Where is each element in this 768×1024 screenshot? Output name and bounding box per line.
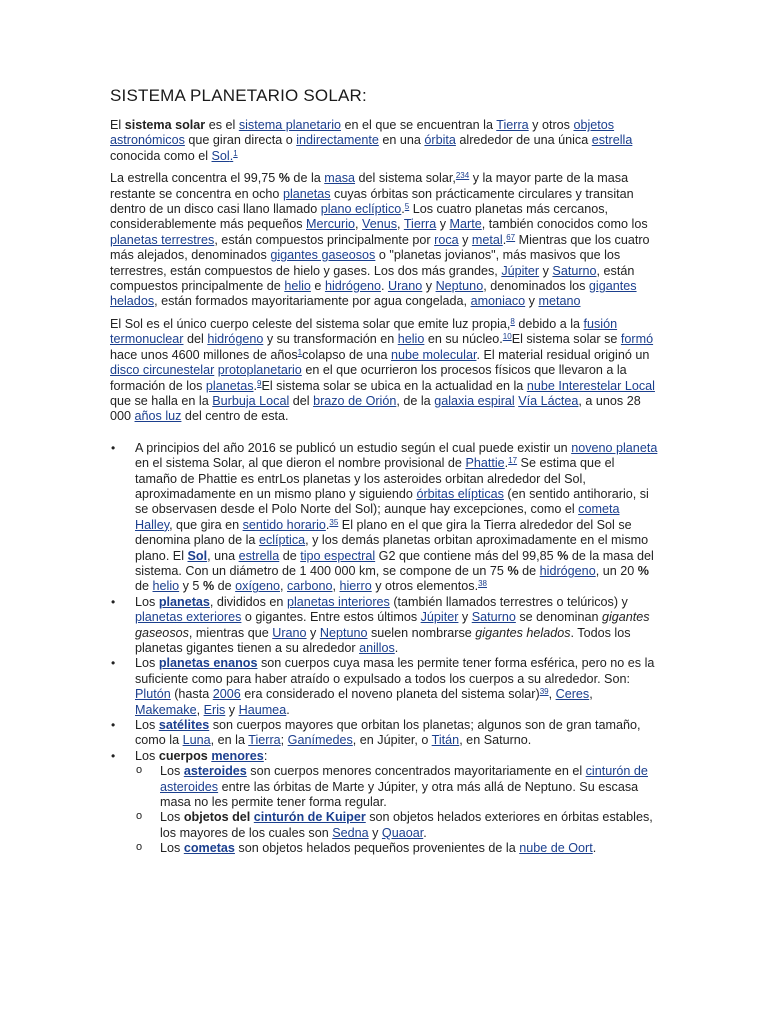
wiki-link[interactable]: planetas xyxy=(205,378,254,393)
text-run: de xyxy=(214,579,236,594)
wiki-link[interactable]: Urano xyxy=(272,625,307,640)
text-run: y xyxy=(422,279,436,294)
footnote-ref xyxy=(503,332,512,341)
wiki-link[interactable]: roca xyxy=(434,232,459,247)
wiki-link[interactable]: Phattie xyxy=(465,456,505,471)
text-run: alrededor de una única xyxy=(455,133,592,148)
text-run: . xyxy=(253,378,258,393)
text-run: y xyxy=(225,702,239,717)
text-run: . xyxy=(423,825,427,840)
text-run: La estrella concentra el 99,75 xyxy=(110,171,279,186)
list-item-planetas xyxy=(110,595,658,657)
text-run: en el que ocurrieron los procesos físicos que llevaron a la formación de los xyxy=(110,363,627,393)
text-run: son objetos helados exteriores en órbitas estables, los mayores de los cuales son xyxy=(160,810,653,840)
footnote-ref-link[interactable]: 39 xyxy=(539,687,549,697)
wiki-link[interactable]: Saturno xyxy=(552,263,597,278)
list-item-planetas-enanos xyxy=(110,656,658,718)
wiki-link[interactable]: órbita xyxy=(424,133,456,148)
text-run: colapso de una xyxy=(302,347,392,362)
wiki-link[interactable]: cometa Halley xyxy=(135,502,620,532)
wiki-link[interactable]: Titán xyxy=(431,733,460,748)
text-run: de xyxy=(279,548,301,563)
text-run: , un 20 xyxy=(595,563,638,578)
footnote-ref-link[interactable]: 1 xyxy=(233,148,238,158)
text-run: e xyxy=(310,279,325,294)
wiki-link[interactable]: Sedna xyxy=(332,825,369,840)
wiki-link[interactable]: Tierra xyxy=(403,217,437,232)
footnote-ref xyxy=(478,579,487,588)
bullet-list xyxy=(110,441,658,857)
text-run: conocida como el xyxy=(110,148,212,163)
text-run: de xyxy=(518,563,540,578)
text-run: . xyxy=(380,279,388,294)
wiki-link[interactable]: disco circunestelar xyxy=(110,363,215,378)
wiki-link[interactable]: helio xyxy=(284,279,311,294)
text-run: Mientras que los cuatro más alejados, denominados xyxy=(110,232,650,263)
text-run: de la masa del sistema. Con un diámetro de 1 400 000 km, se compone de un 75 xyxy=(135,548,654,578)
wiki-link[interactable]: masa xyxy=(324,171,356,186)
text-run: y xyxy=(368,825,382,840)
text-run: que giran directa o xyxy=(184,133,297,148)
wiki-link[interactable]: Ganímedes xyxy=(287,733,353,748)
text-run: , xyxy=(355,217,363,232)
wiki-link[interactable]: sentido horario xyxy=(242,517,326,532)
wiki-link[interactable]: estrella xyxy=(238,548,280,563)
bold-text: % xyxy=(202,579,215,594)
text-run: en una xyxy=(378,133,425,148)
composition-paragraph xyxy=(110,171,658,310)
text-run: son objetos helados pequeños provenientes de la xyxy=(234,841,520,856)
sub-item-kuiper xyxy=(135,810,658,841)
wiki-link[interactable]: nube de Oort xyxy=(519,841,593,856)
wiki-link[interactable]: indirectamente xyxy=(296,133,379,148)
text-run: Los xyxy=(160,841,184,856)
wiki-link[interactable]: 2006 xyxy=(212,687,241,702)
wiki-link[interactable]: metano xyxy=(538,294,581,309)
list-item-satelites xyxy=(110,718,658,749)
wiki-link[interactable]: brazo de Orión xyxy=(313,393,397,408)
text-run: El Sol es el único cuerpo celeste del sistema solar que emite luz propia, xyxy=(110,316,511,331)
bold-text: % xyxy=(557,548,569,563)
wiki-link[interactable]: Luna xyxy=(182,733,211,748)
text-run: , una xyxy=(207,548,239,563)
wiki-link[interactable]: Neptuno xyxy=(435,279,484,294)
text-run: y xyxy=(306,625,320,640)
wiki-link[interactable]: anillos xyxy=(359,641,395,655)
text-run: o "planetas jovianos", más masivos que los terrestres, están compuestos de hielo y gases. Los dos más grandes, xyxy=(110,248,621,278)
wiki-link[interactable]: eclíptica xyxy=(258,533,306,548)
wiki-link[interactable]: protoplanetario xyxy=(217,363,302,378)
footnote-ref-link[interactable]: 10 xyxy=(502,332,512,342)
text-run: del centro de esta. xyxy=(181,409,289,424)
wiki-link[interactable]: Tierra xyxy=(248,733,281,748)
text-run: cuyas órbitas son prácticamente circulares y transitan dentro de un disco casi llano llamado xyxy=(110,186,634,217)
wiki-link[interactable]: metal xyxy=(471,232,503,247)
text-run: y xyxy=(458,232,472,247)
text-run: son cuerpos cuya masa les permite tener forma esférica, pero no es la suficiente como para haber atraído o expulsado a todos los cuerpos a su alrededor. Son: xyxy=(135,656,655,686)
wiki-link[interactable]: Mercurio xyxy=(306,217,356,232)
text-run: ; xyxy=(280,733,288,748)
wiki-link[interactable]: menores xyxy=(211,748,264,763)
text-run: . Todos los planetas gigantes tienen a su alrededor xyxy=(135,625,631,655)
footnote-ref-link[interactable]: 234 xyxy=(455,171,470,181)
wiki-link[interactable]: oxígeno xyxy=(235,579,280,594)
italic-text: gigantes helados xyxy=(475,625,571,640)
text-run: y su transformación en xyxy=(263,332,398,347)
text-run: o gigantes. Entre estos últimos xyxy=(241,610,421,625)
wiki-link[interactable]: Venus xyxy=(362,217,398,232)
origin-paragraph xyxy=(110,317,658,425)
wiki-link[interactable]: hidrógeno xyxy=(324,279,381,294)
text-run: G2 que contiene más del 99,85 xyxy=(375,548,558,563)
wiki-link[interactable]: Sol xyxy=(211,148,230,163)
text-run: del xyxy=(183,332,208,347)
wiki-link[interactable]: gigantes gaseosos xyxy=(270,248,376,263)
text-run: y xyxy=(436,217,450,232)
text-run: , xyxy=(196,702,204,717)
footnote-ref-link[interactable]: 8 xyxy=(510,316,515,326)
wiki-link[interactable]: Saturno xyxy=(471,610,516,625)
wiki-link[interactable]: Ceres xyxy=(555,687,590,702)
text-run: (también llamados terrestres o telúricos) y xyxy=(389,594,628,609)
text-run: Los xyxy=(135,594,159,609)
text-run: Los xyxy=(135,718,159,733)
text-run: hace unos 4600 millones de años xyxy=(110,347,298,362)
text-run: era considerado el noveno planeta del sistema solar) xyxy=(240,687,540,702)
wiki-link[interactable]: Plutón xyxy=(135,687,171,702)
wiki-link[interactable]: noveno planeta xyxy=(571,440,658,455)
text-run: en el sistema Solar, al que dieron el nombre provisional de xyxy=(135,456,466,471)
text-run: , están compuestos principalmente por xyxy=(214,232,435,247)
wiki-link[interactable]: Makemake xyxy=(135,702,197,717)
wiki-link[interactable]: tipo espectral xyxy=(300,548,376,563)
footnote-ref-link[interactable]: 38 xyxy=(478,579,488,589)
text-run: , xyxy=(279,579,287,594)
page-title: SISTEMA PLANETARIO SOLAR: xyxy=(110,86,367,105)
text-run: , en Saturno. xyxy=(459,733,532,748)
wiki-link[interactable]: objetos astronómicos xyxy=(110,118,615,148)
wiki-link[interactable]: plano eclíptico xyxy=(320,202,402,217)
wiki-link[interactable]: planetas terrestres xyxy=(110,232,215,247)
wiki-link[interactable]: sistema planetario xyxy=(238,118,342,132)
intro-paragraph xyxy=(110,118,658,164)
text-run: suelen nombrarse xyxy=(367,625,476,640)
footnote-ref xyxy=(506,233,515,242)
text-run: del sistema solar, xyxy=(355,171,456,186)
sub-item-asteroides xyxy=(135,764,658,810)
text-run: Los xyxy=(135,748,159,763)
text-run: de xyxy=(135,579,153,594)
text-run: , denominados los xyxy=(483,279,589,294)
text-run: se denominan xyxy=(515,610,602,625)
bold-text: cuerpos xyxy=(158,748,212,763)
text-run: y xyxy=(539,263,553,278)
wiki-link[interactable]: Quaoar xyxy=(381,825,424,840)
wiki-link[interactable]: amoniaco xyxy=(470,294,526,309)
footnote-ref xyxy=(508,456,517,465)
wiki-link[interactable]: carbono xyxy=(286,579,333,594)
text-run: . El material residual originó un xyxy=(476,347,650,362)
wiki-link[interactable]: Tierra xyxy=(496,118,529,132)
wiki-link[interactable]: nube molecular xyxy=(391,347,477,362)
text-run: , están formados mayoritariamente por agua congelada, xyxy=(154,294,471,309)
text-run: El sistema solar se xyxy=(511,332,621,347)
text-run: , que gira en xyxy=(169,517,243,532)
wiki-link[interactable]: Haumea xyxy=(238,702,287,717)
text-run: y otros elementos. xyxy=(371,579,479,594)
text-run: que se halla en la xyxy=(110,393,213,408)
wiki-link[interactable]: planetas enanos xyxy=(158,656,258,671)
text-run: del xyxy=(289,393,314,408)
text-run: El xyxy=(110,118,125,132)
wiki-link[interactable]: órbitas elípticas xyxy=(416,486,504,501)
text-run: , a unos 28 000 xyxy=(110,393,641,424)
text-run: , divididos en xyxy=(209,594,287,609)
bold-text: % xyxy=(507,563,519,578)
text-run: , xyxy=(332,579,340,594)
article-body xyxy=(110,86,658,857)
text-run: Los xyxy=(135,656,159,671)
text-run: debido a la xyxy=(514,316,584,331)
footnote-ref-link[interactable]: 35 xyxy=(329,517,339,527)
footnote-ref-link[interactable]: 1 xyxy=(297,347,303,357)
bold-text: sistema solar xyxy=(124,118,206,132)
wiki-link[interactable]: Júpiter xyxy=(501,263,540,278)
sub-item-cometas xyxy=(135,841,658,856)
wiki-link[interactable]: Urano xyxy=(387,279,423,294)
wiki-link[interactable]: estrella xyxy=(591,133,633,148)
wiki-link[interactable]: planetas interiores xyxy=(286,594,390,609)
wiki-link[interactable]: planetas exteriores xyxy=(135,610,242,625)
footnote-ref-link[interactable]: 9 xyxy=(257,378,262,388)
text-run: y xyxy=(525,294,539,309)
wiki-link[interactable]: hidrógeno xyxy=(207,332,264,347)
text-run: Los cuatro planetas más cercanos, considerablemente más pequeños xyxy=(110,202,609,232)
text-run: , también conocidos como los xyxy=(481,217,648,232)
wiki-link[interactable]: helio xyxy=(152,579,180,594)
wiki-link[interactable]: asteroides xyxy=(183,764,247,779)
text-run: en el que se encuentran la xyxy=(341,118,497,132)
wiki-link[interactable]: Vía Láctea xyxy=(518,393,579,408)
text-run: . xyxy=(502,232,507,247)
text-run: y xyxy=(458,610,472,625)
text-run: , están compuestos principalmente de xyxy=(110,263,635,294)
text-run: . xyxy=(325,517,330,532)
bold-text: % xyxy=(278,171,290,186)
text-run: , mientras que xyxy=(188,625,273,640)
italic-text: gigantes gaseosos xyxy=(135,610,650,640)
text-run: , xyxy=(397,217,404,232)
text-run: : xyxy=(263,748,268,763)
wiki-link[interactable]: Eris xyxy=(203,702,226,717)
wiki-link[interactable]: hidrógeno xyxy=(539,563,596,578)
wiki-link[interactable]: cinturón de Kuiper xyxy=(253,810,366,825)
footnote-ref xyxy=(233,149,237,158)
wiki-link[interactable]: planetas xyxy=(158,594,210,609)
bold-text: % xyxy=(637,563,649,578)
wiki-link[interactable]: . xyxy=(229,148,234,163)
text-run: entre las órbitas de Marte y Júpiter, y otra más allá de Neptuno. Su escasa masa no les permite tener forma regular. xyxy=(160,779,639,810)
text-run: . xyxy=(286,702,290,717)
bold-text: objetos del xyxy=(183,810,254,825)
text-run: , xyxy=(589,687,593,702)
text-run: , de la xyxy=(396,393,435,408)
sub-bullet-list xyxy=(135,764,658,856)
text-run: Se estima que el tamaño de Phattie es entrLos planetas y los asteroides orbitan alrededor del Sol, aproximadamente en un mismo plano y siguiendo xyxy=(135,456,615,501)
wiki-link[interactable]: satélites xyxy=(158,718,210,733)
wiki-link[interactable]: Marte xyxy=(449,217,482,232)
wiki-link[interactable]: formó xyxy=(620,332,654,347)
footnote-ref xyxy=(540,687,549,696)
wiki-link[interactable]: Neptuno xyxy=(319,625,368,640)
wiki-link[interactable]: Sol xyxy=(187,548,208,563)
text-run: , y los demás planetas orbitan aproximadamente en el mismo plano. El xyxy=(135,533,649,563)
text-run: . xyxy=(401,202,405,217)
wiki-link[interactable]: hierro xyxy=(339,579,372,594)
text-run: (en sentido antihorario, si se observasen desde el Polo Norte del Sol); aunque hay excepciones, como el xyxy=(135,486,649,517)
wiki-link[interactable]: fusión termonuclear xyxy=(110,316,618,347)
wiki-link[interactable]: cinturón de asteroides xyxy=(160,764,648,794)
text-run: El sistema solar se ubica en la actualidad en la xyxy=(261,378,527,393)
text-run: . xyxy=(592,841,597,856)
text-run: y otros xyxy=(528,118,574,132)
text-run: son cuerpos mayores que orbitan los planetas; algunos son de gran tamaño, como la xyxy=(135,718,641,748)
text-run: en su núcleo. xyxy=(424,332,503,347)
footnote-ref-link[interactable]: 67 xyxy=(506,232,516,242)
wiki-link[interactable]: planetas xyxy=(282,186,331,201)
text-run: . xyxy=(394,641,399,655)
text-run: y la mayor parte de la masa restante se concentra en ocho xyxy=(110,171,629,201)
wiki-link[interactable]: Júpiter xyxy=(420,610,459,625)
list-item-cuerpos-menores xyxy=(110,749,658,857)
text-run: y 5 xyxy=(179,579,203,594)
footnote-ref xyxy=(456,171,469,180)
wiki-link[interactable]: gigantes helados xyxy=(110,279,637,309)
text-run: Los xyxy=(160,810,184,825)
text-run: Los xyxy=(160,764,184,779)
text-run: El plano en el que gira la Tierra alrededor del Sol se denomina plano de la xyxy=(135,517,632,548)
list-item-noveno-planeta xyxy=(110,441,658,595)
wiki-link[interactable]: nube Interestelar Local xyxy=(526,378,655,393)
text-run: , en la xyxy=(210,733,249,748)
text-run: A principios del año 2016 se publicó un estudio según el cual puede existir un xyxy=(135,440,572,455)
cuerpos-menores-label xyxy=(135,749,267,763)
text-run: . xyxy=(504,456,509,471)
text-run: de la xyxy=(289,171,325,186)
text-run: son cuerpos menores concentrados mayoritariamente en el xyxy=(246,764,586,779)
footnote-ref-link[interactable]: 5 xyxy=(404,202,410,212)
wiki-link[interactable]: cometas xyxy=(183,841,235,856)
text-run: , en Júpiter, o xyxy=(352,733,432,748)
wiki-link[interactable]: galaxia espiral xyxy=(434,393,515,408)
wiki-link[interactable]: Burbuja Local xyxy=(212,393,290,408)
text-run: , xyxy=(548,687,556,702)
text-run: (hasta xyxy=(170,687,213,702)
wiki-link[interactable]: helio xyxy=(397,332,425,347)
text-run: es el xyxy=(205,118,239,132)
footnote-ref-link[interactable]: 17 xyxy=(508,456,518,466)
footnote-ref xyxy=(329,518,338,527)
wiki-link[interactable]: años luz xyxy=(134,409,182,424)
